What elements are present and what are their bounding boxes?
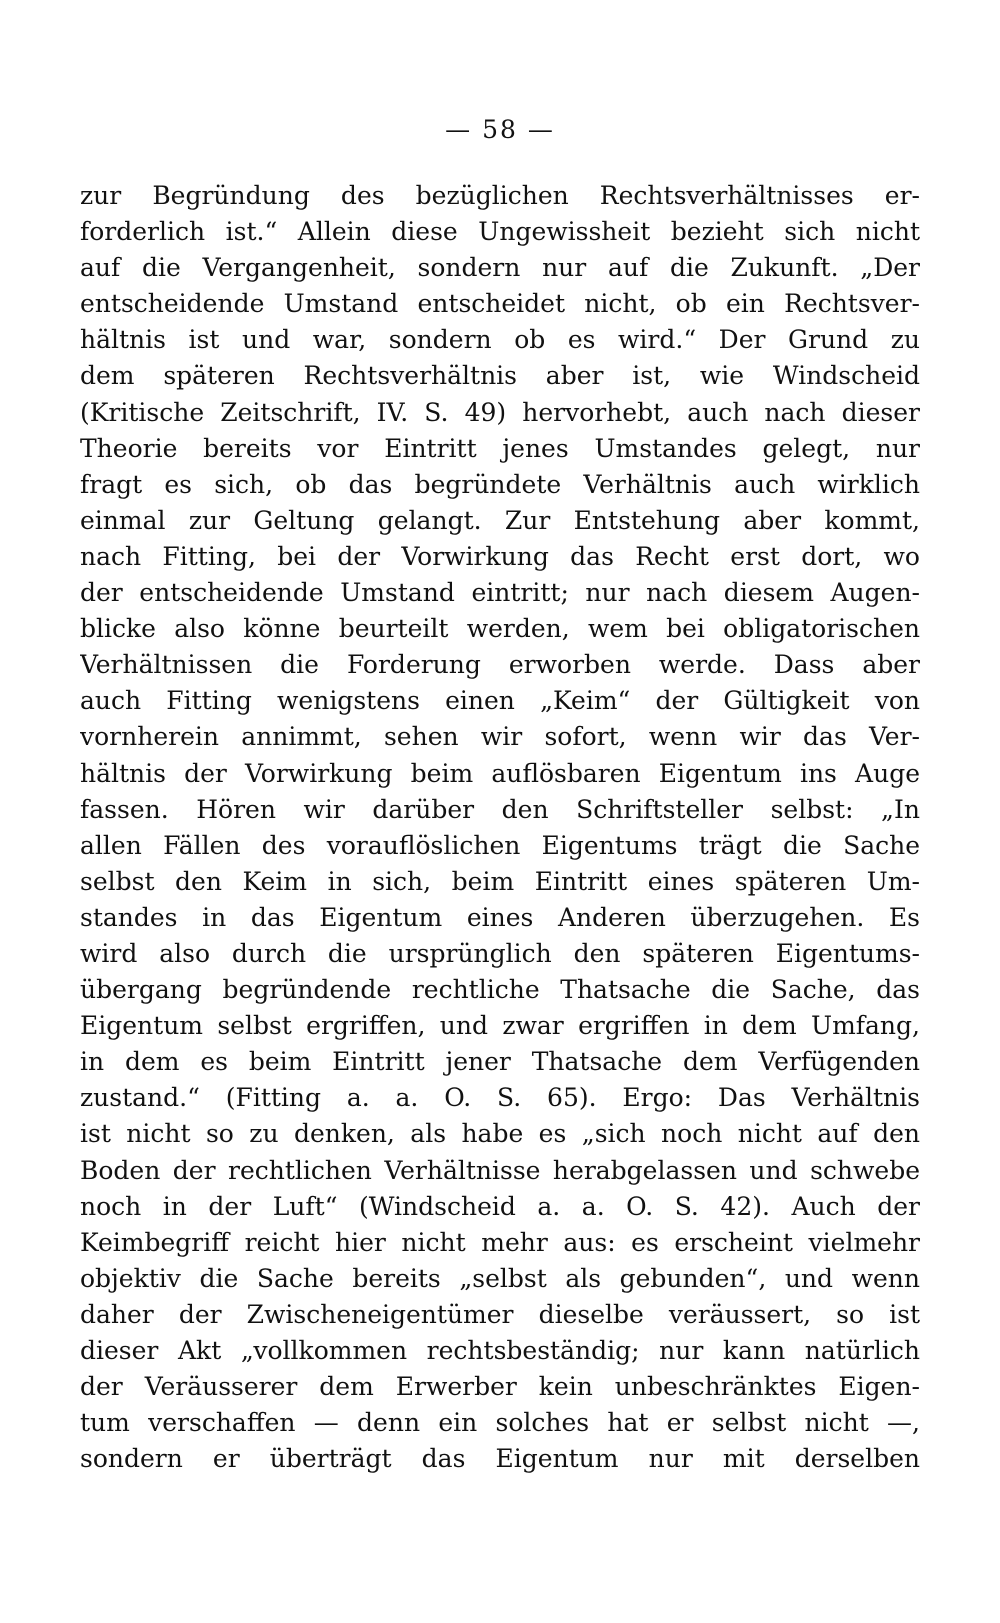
text-line: in dem es beim Eintritt jener Thatsache dem Verfügenden [80,1047,920,1077]
text-line: Boden der rechtlichen Verhältnisse herabgelassen und schwebe [80,1155,920,1185]
text-line: hältnis ist und war, sondern ob es wird.“ Der Grund zu [80,325,920,355]
text-line: fragt es sich, ob das begründete Verhältnis auch wirklich [80,469,920,499]
text-line: der Veräusserer dem Erwerber kein unbeschränktes Eigen- [80,1372,920,1402]
text-line: vornherein annimmt, sehen wir sofort, wenn wir das Ver- [80,722,920,752]
text-line: ist nicht so zu denken, als habe es „sich noch nicht auf den [80,1119,920,1149]
text-line: objektiv die Sache bereits „selbst als gebunden“, und wenn [80,1263,920,1293]
page-number: — 58 — [445,115,555,144]
text-line: Eigentum selbst ergriffen, und zwar ergriffen in dem Umfang, [80,1011,920,1041]
text-line: selbst den Keim in sich, beim Eintritt eines späteren Um- [80,866,920,896]
text-line: der entscheidende Umstand eintritt; nur nach diesem Augen- [80,578,920,608]
text-line: entscheidende Umstand entscheidet nicht, ob ein Rechtsver- [80,289,920,319]
text-line: zur Begründung des bezüglichen Rechtsverhältnisses er- [80,181,920,210]
text-line: Verhältnissen die Forderung erworben werde. Dass aber [80,650,920,680]
text-line: nach Fitting, bei der Vorwirkung das Recht erst dort, wo [80,541,920,571]
text-line: forderlich ist.“ Allein diese Ungewissheit bezieht sich nicht [80,217,920,247]
text-line: fassen. Hören wir darüber den Schriftsteller selbst: „In [80,794,920,824]
text-line: zustand.“ (Fitting a. a. O. S. 65). Ergo: Das Verhältnis [80,1083,920,1113]
body-text [80,178,920,1477]
text-line: hältnis der Vorwirkung beim auflösbaren Eigentum ins Auge [80,758,920,788]
text-line: auch Fitting wenigstens einen „Keim“ der Gültigkeit von [80,686,920,716]
text-line: tum verschaffen — denn ein solches hat er selbst nicht —, [80,1408,920,1438]
text-line: standes in das Eigentum eines Anderen überzugehen. Es [80,902,920,932]
text-line: daher der Zwischeneigentümer dieselbe veräussert, so ist [80,1299,920,1329]
text-line: übergang begründende rechtliche Thatsache die Sache, das [80,975,920,1005]
text-line: dieser Akt „vollkommen rechtsbeständig; nur kann natürlich [80,1336,920,1365]
text-line: einmal zur Geltung gelangt. Zur Entstehung aber kommt, [80,505,920,535]
text-line: (Kritische Zeitschrift, IV. S. 49) hervorhebt, auch nach dieser [80,397,920,427]
text-line: Theorie bereits vor Eintritt jenes Umstandes gelegt, nur [80,433,920,463]
text-line: sondern er überträgt das Eigentum nur mit derselben [80,1444,920,1474]
text-line: Keimbegriff reicht hier nicht mehr aus: es erscheint vielmehr [80,1227,920,1257]
text-line: allen Fällen des vorauflöslichen Eigentums trägt die Sache [80,830,920,860]
text-line: dem späteren Rechtsverhältnis aber ist, wie Windscheid [80,361,920,391]
text-line: blicke also könne beurteilt werden, wem bei obligatorischen [80,614,920,644]
text-line: noch in der Luft“ (Windscheid a. a. O. S. 42). Auch der [80,1191,920,1221]
text-line: auf die Vergangenheit, sondern nur auf die Zukunft. „Der [80,253,920,283]
text-line: wird also durch die ursprünglich den späteren Eigentums- [80,938,920,968]
